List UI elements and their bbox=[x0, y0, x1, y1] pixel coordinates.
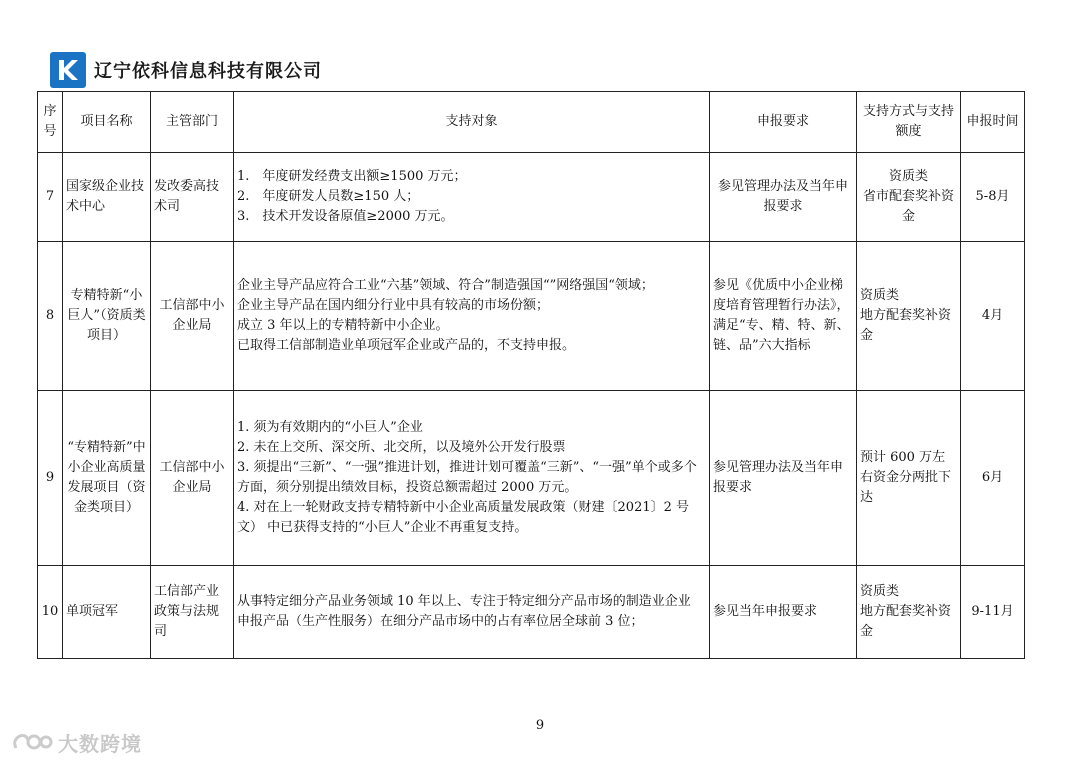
col-header-support: 支持方式与支持额度 bbox=[857, 92, 961, 153]
row-support: 资质类 地方配套奖补资金 bbox=[857, 566, 961, 659]
target-line: 申报产品（生产性服务）在细分产品市场中的占有率位居全球前 3 位； bbox=[237, 614, 644, 629]
col-header-target: 支持对象 bbox=[234, 92, 710, 153]
k-logo-icon bbox=[50, 52, 86, 88]
table-row bbox=[38, 566, 1025, 659]
row-time: 4月 bbox=[961, 242, 1025, 391]
target-line: 企业主导产品在国内细分行业中具有较高的市场份额； bbox=[237, 298, 550, 313]
watermark-logo-icon bbox=[10, 730, 54, 756]
page-header bbox=[50, 50, 322, 90]
row-no: 10 bbox=[38, 566, 63, 659]
row-requirement: 参见当年申报要求 bbox=[710, 566, 857, 659]
row-time: 6月 bbox=[961, 391, 1025, 566]
project-table bbox=[37, 91, 1025, 659]
row-name: 国家级企业技术中心 bbox=[63, 153, 151, 242]
col-header-time: 申报时间 bbox=[961, 92, 1025, 153]
row-dept: 工信部中小企业局 bbox=[151, 391, 234, 566]
target-line: 1. 年度研发经费支出额≥1500 万元； bbox=[237, 169, 467, 184]
row-time: 9-11月 bbox=[961, 566, 1025, 659]
row-dept: 工信部产业政策与法规司 bbox=[151, 566, 234, 659]
row-requirement: 参见管理办法及当年申报要求 bbox=[710, 153, 857, 242]
col-header-name: 项目名称 bbox=[63, 92, 151, 153]
target-line: 1. 须为有效期内的“小巨人”企业 bbox=[237, 420, 423, 435]
target-line: 2. 年度研发人员数≥150 人； bbox=[237, 189, 420, 204]
target-line: 3. 技术开发设备原值≥2000 万元。 bbox=[237, 209, 454, 224]
row-name: “专精特新”中小企业高质量发展项目（资金类项目） bbox=[63, 391, 151, 566]
col-header-requirement: 申报要求 bbox=[710, 92, 857, 153]
col-header-dept: 主管部门 bbox=[151, 92, 234, 153]
watermark bbox=[10, 728, 142, 757]
table-header-row bbox=[38, 92, 1025, 153]
row-name: 专精特新“小巨人”（资质类项目） bbox=[63, 242, 151, 391]
row-target bbox=[234, 153, 710, 242]
target-line: 已取得工信部制造业单项冠军企业或产品的，不支持申报。 bbox=[237, 338, 576, 353]
watermark-text: 大数跨境 bbox=[58, 732, 142, 756]
page-number: 9 bbox=[535, 718, 545, 733]
row-requirement: 参见管理办法及当年申报要求 bbox=[710, 391, 857, 566]
col-header-no: 序号 bbox=[38, 92, 63, 153]
row-no: 9 bbox=[38, 391, 63, 566]
row-time: 5-8月 bbox=[961, 153, 1025, 242]
company-name: 辽宁依科信息科技有限公司 bbox=[94, 61, 322, 82]
table-row bbox=[38, 153, 1025, 242]
row-support: 资质类 地方配套奖补资金 bbox=[857, 242, 961, 391]
target-line: 4. 对在上一轮财政支持专精特新中小企业高质量发展政策（财建〔2021〕2 号文） 中已获得支持的“小巨人”企业不再重复支持。 bbox=[237, 500, 690, 535]
table-row bbox=[38, 391, 1025, 566]
target-line: 企业主导产品应符合工业“六基”领域、符合”制造强国“”网络强国“领域； bbox=[237, 278, 654, 293]
row-no: 8 bbox=[38, 242, 63, 391]
target-line: 从事特定细分产品业务领域 10 年以上、专注于特定细分产品市场的制造业企业 bbox=[237, 594, 691, 609]
row-target bbox=[234, 391, 710, 566]
row-name: 单项冠军 bbox=[63, 566, 151, 659]
row-support: 资质类 省市配套奖补资金 bbox=[857, 153, 961, 242]
table-row bbox=[38, 242, 1025, 391]
target-line: 成立 3 年以上的专精特新中小企业。 bbox=[237, 318, 449, 333]
row-requirement: 参见《优质中小企业梯度培育管理暂行办法》，满足“专、精、特、新、链、品”六大指标 bbox=[710, 242, 857, 391]
row-target bbox=[234, 242, 710, 391]
row-support: 预计 600 万左右资金分两批下达 bbox=[857, 391, 961, 566]
row-no: 7 bbox=[38, 153, 63, 242]
row-target bbox=[234, 566, 710, 659]
target-line: 3. 须提出“三新”、“一强”推进计划，推进计划可覆盖“三新”、“一强”单个或多个方面，须分别提出绩效目标，投资总额需超过 2000 万元。 bbox=[237, 460, 697, 495]
row-dept: 发改委高技术司 bbox=[151, 153, 234, 242]
row-dept: 工信部中小企业局 bbox=[151, 242, 234, 391]
target-line: 2. 未在上交所、深交所、北交所，以及境外公开发行股票 bbox=[237, 440, 566, 455]
